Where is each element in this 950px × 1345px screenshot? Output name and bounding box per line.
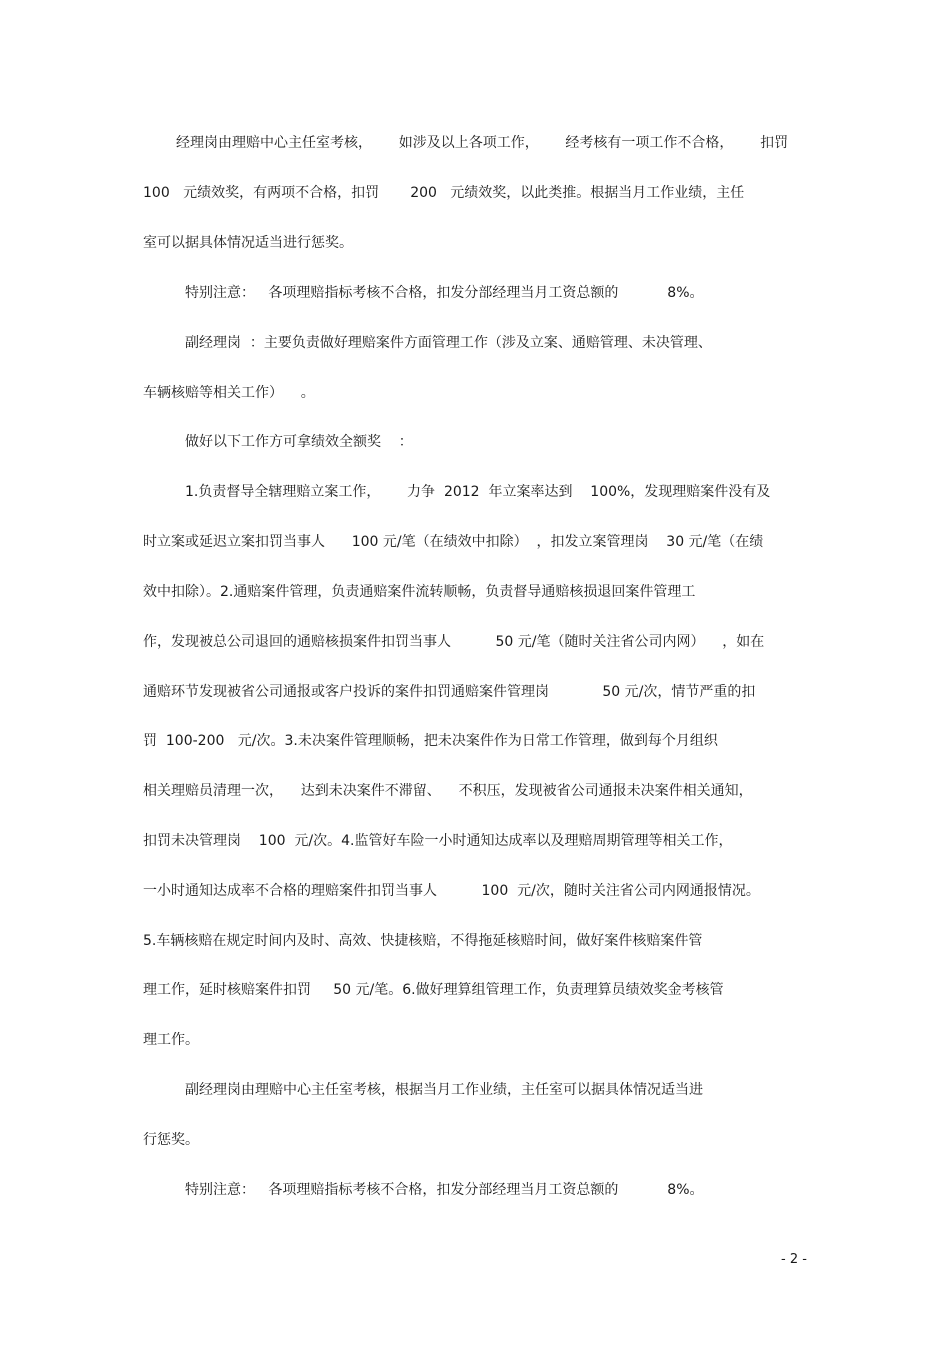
paragraph-line: 时立案或延迟立案扣罚当事人 100 元/笔（在绩效中扣除） ，扣发立案管理岗 30 元/笔（在绩: [143, 534, 764, 550]
paragraph-line: 副经理岗由理赔中心主任室考核，根据当月工作业绩，主任室可以据具体情况适当进: [185, 1082, 703, 1098]
paragraph-line: 特别注意： 各项理赔指标考核不合格，扣发分部经理当月工资总额的 8%。: [185, 1182, 704, 1198]
paragraph-line: 特别注意： 各项理赔指标考核不合格，扣发分部经理当月工资总额的 8%。: [185, 285, 704, 301]
paragraph-line: 车辆核赔等相关工作） 。: [143, 385, 315, 401]
paragraph-line: 罚 100-200 元/次。3.未决案件管理顺畅，把未决案件作为日常工作管理，做到每个月组织: [143, 733, 718, 749]
paragraph-line: 做好以下工作方可拿绩效全额奖 ：: [185, 434, 413, 450]
paragraph-line: 理工作，延时核赔案件扣罚 50 元/笔。6.做好理算组管理工作，负责理算员绩效奖金考核管: [143, 982, 724, 998]
paragraph-line: 副经理岗 ：主要负责做好理赔案件方面管理工作（涉及立案、通赔管理、未决管理、: [185, 335, 712, 351]
paragraph-line: 通赔环节发现被省公司通报或客户投诉的案件扣罚通赔案件管理岗 50 元/次，情节严重的扣: [143, 684, 756, 700]
paragraph-line: 理工作。: [143, 1032, 199, 1048]
page-number: - 2 -: [781, 1252, 807, 1267]
paragraph-line: 5.车辆核赔在规定时间内及时、高效、快捷核赔，不得拖延核赔时间，做好案件核赔案件管: [143, 933, 703, 949]
paragraph-line: 作，发现被总公司退回的通赔核损案件扣罚当事人 50 元/笔（随时关注省公司内网） ，如在: [143, 634, 765, 650]
paragraph-line: 经理岗由理赔中心主任室考核， 如涉及以上各项工作， 经考核有一项工作不合格， 扣罚: [176, 135, 789, 151]
paragraph-line: 室可以据具体情况适当进行惩奖。: [143, 235, 353, 251]
paragraph-line: 效中扣除）。2.通赔案件管理，负责通赔案件流转顺畅，负责督导通赔核损退回案件管理工: [143, 584, 696, 600]
paragraph-line: 扣罚未决管理岗 100 元/次。4.监管好车险一小时通知达成率以及理赔周期管理等相关工作，: [143, 833, 733, 849]
paragraph-line: 1.负责督导全辖理赔立案工作， 力争 2012 年立案率达到 100%，发现理赔案件没有及: [185, 484, 771, 500]
paragraph-line: 行惩奖。: [143, 1132, 199, 1148]
paragraph-line: 一小时通知达成率不合格的理赔案件扣罚当事人 100 元/次，随时关注省公司内网通报情况。: [143, 883, 760, 899]
paragraph-line: 100 元绩效奖，有两项不合格，扣罚 200 元绩效奖，以此类推。根据当月工作业绩，主任: [143, 185, 745, 201]
paragraph-line: 相关理赔员清理一次， 达到未决案件不滞留、 不积压，发现被省公司通报未决案件相关通知，: [143, 783, 753, 799]
